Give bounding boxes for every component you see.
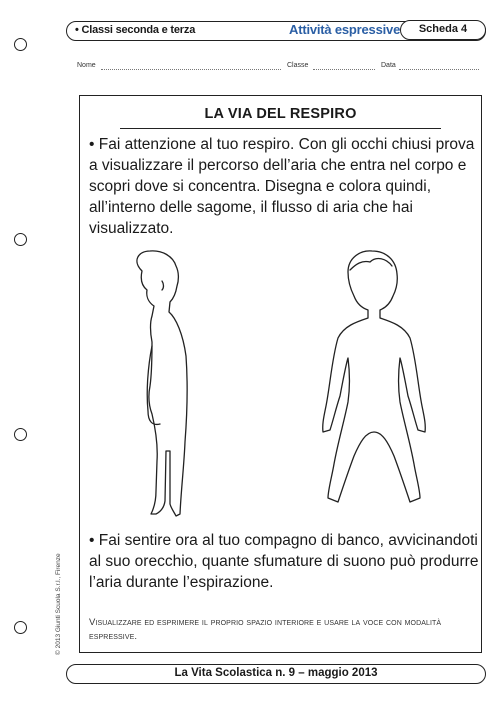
grade-label: • Classi seconda e terza: [75, 24, 196, 36]
title-divider: [120, 128, 441, 129]
binder-hole: [14, 38, 27, 51]
name-label: Nome: [77, 62, 96, 69]
activity-box: [79, 95, 482, 653]
class-line[interactable]: [313, 69, 375, 70]
class-label: Classe: [287, 62, 309, 69]
objective-note: Visualizzare ed esprimere il proprio spazio interiore e usare la voce con modalità espressive.: [89, 617, 442, 642]
subject-label: Attività espressive: [289, 22, 401, 37]
footer-bar: La Vita Scolastica n. 9 – maggio 2013: [66, 664, 486, 684]
body-outlines: [80, 246, 483, 526]
page-title: LA VIA DEL RESPIRO: [204, 106, 357, 122]
date-label: Data: [381, 62, 396, 69]
instruction-paragraph-2: • Fai sentire ora al tuo compagno di banco, avvicinandoti al suo orecchio, quante sfumature di suono può produrre l’aria durante l’espirazione.: [89, 532, 479, 591]
student-fields: [77, 62, 482, 74]
instruction-paragraph-1: • Fai attenzione al tuo respiro. Con gli occhi chiusi prova a visualizzare il percorso dell’aria che entra nel corpo e scopri dove si concentra. Disegna e colora quindi, all’interno delle sagome, il flusso di aria che hai visualizzato.: [89, 136, 475, 237]
binder-hole: [14, 233, 27, 246]
side-view-body-outline: [137, 251, 187, 516]
binder-hole: [14, 621, 27, 634]
name-line[interactable]: [101, 69, 281, 70]
sheet-number: Scheda 4: [400, 20, 486, 40]
binder-hole: [14, 428, 27, 441]
header-bar: [66, 21, 486, 41]
copyright-notice: © 2013 Giunti Scuola S.r.l., Firenze: [55, 553, 62, 655]
date-line[interactable]: [399, 69, 479, 70]
front-view-body-outline: [323, 251, 426, 502]
